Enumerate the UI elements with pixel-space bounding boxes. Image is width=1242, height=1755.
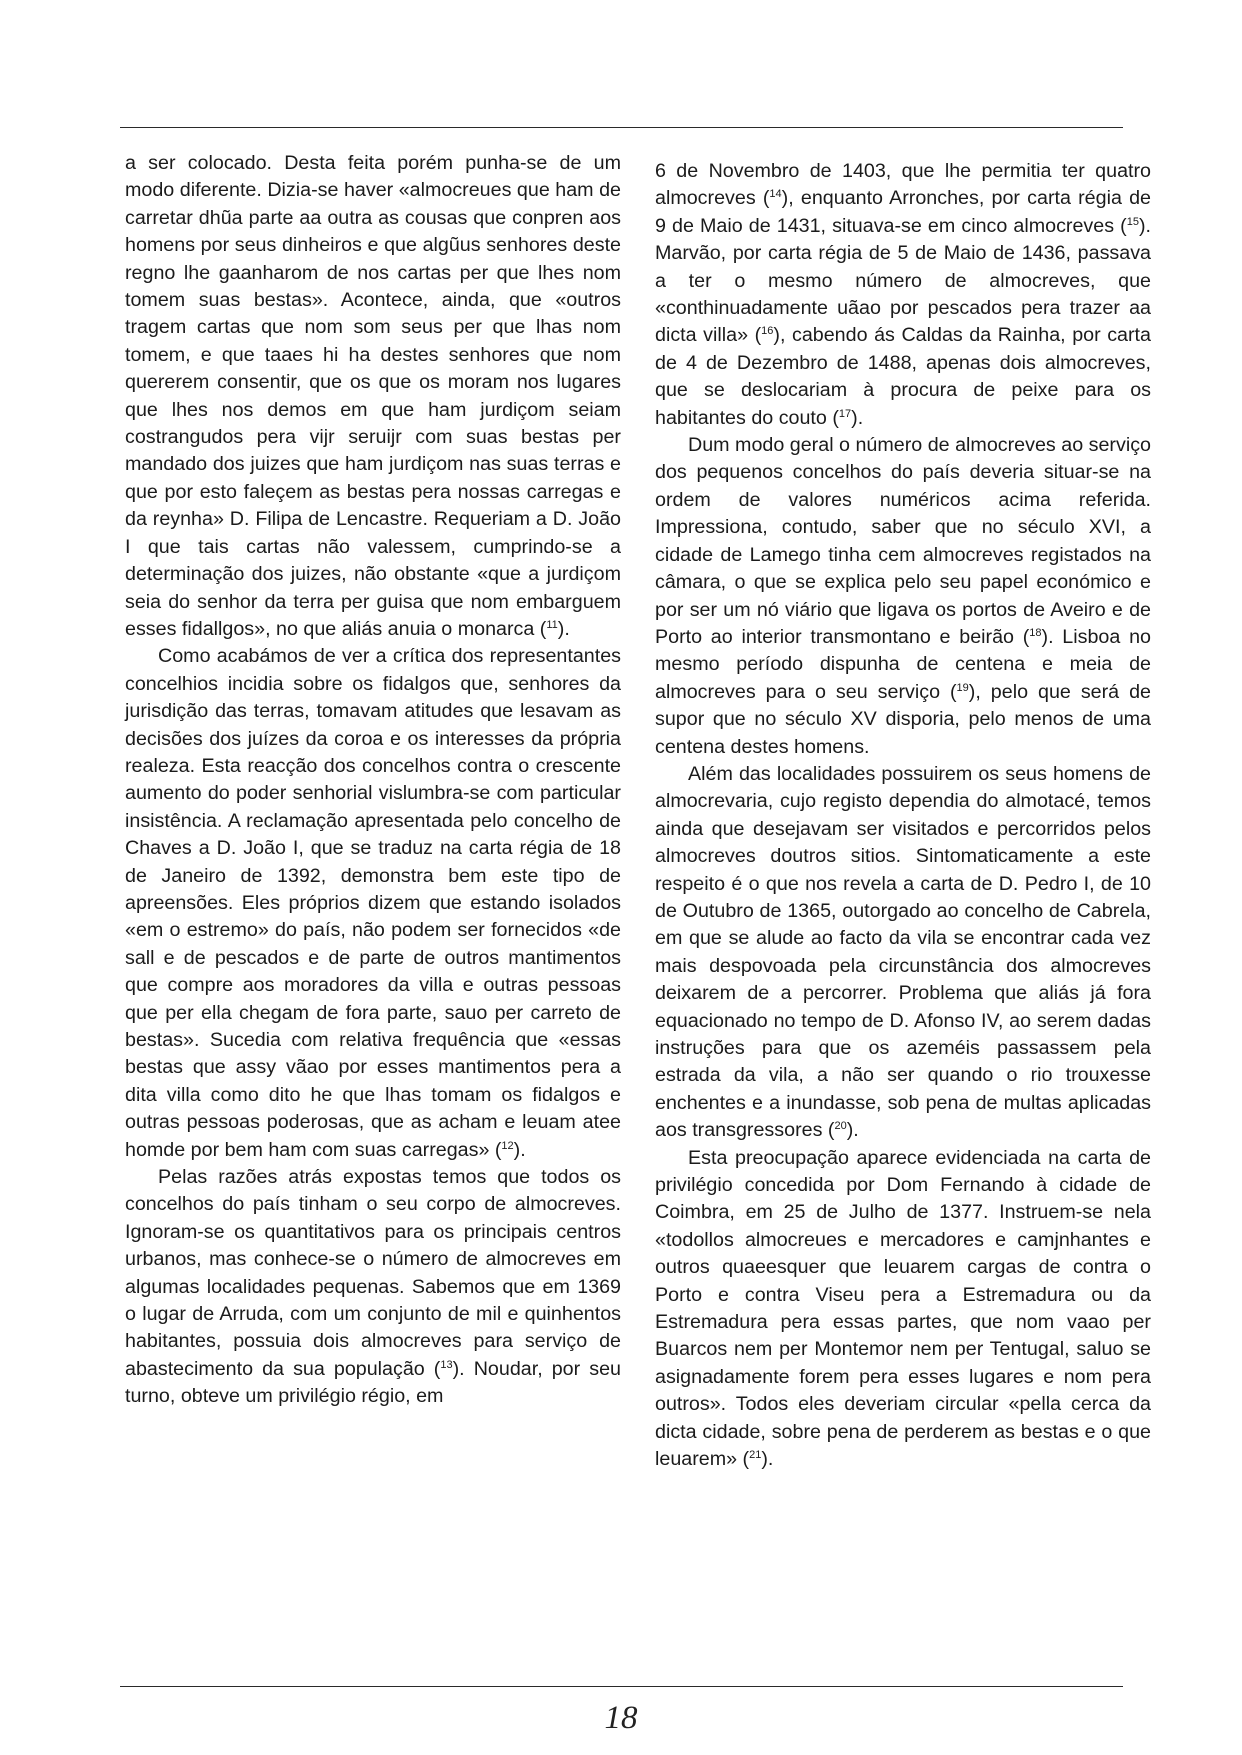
paragraph: Pelas razões atrás expostas temos que todos os concelhos do país tinham o seu corpo de almocreves. Ignoram-se os quantitativos para os principais centros urbanos, mas conhece-se o número de almocreves em algumas localidades pequenas. Sabemos que em 1369 o lugar de Arruda, com um conjunto de mil e quinhentos habitantes, possuia dois almocreves para serviço de abastecimento da sua população ($^{13}$). Noudar, por seu turno, obteve um privilégio régio, em bbox=[125, 1166, 621, 1408]
footnote-ref: 20 bbox=[834, 1120, 847, 1133]
footnote-ref: 16 bbox=[761, 325, 774, 338]
footnote-ref: 21 bbox=[749, 1449, 762, 1462]
right-column bbox=[655, 150, 1151, 1474]
paragraph: Esta preocupação aparece evidenciada na carta de privilégio concedida por Dom Fernando à cidade de Coimbra, em 25 de Julho de 1377. Instruem-se nela «todollos almocreues e mercadores e camjnhantes e outros quaeesquer que leuarem cargas de contra o Porto e contra Viseu pera a Estremadura ou da Estremadura pera essas partes, que nom vaao per Buarcos nem per Montemor nem per Tentugal, saluo se asignadamente forem pera esses lugares e nom pera outros». Todos eles deveriam circular «pella cerca da dicta cidade, sobre pena de perderem as bestas e o que leuarem» ($^{21}$). bbox=[655, 1146, 1151, 1471]
paragraph: a ser colocado. Desta feita porém punha-se de um modo diferente. Dizia-se haver «almocreues que ham de carretar dhũa parte aa outra as cousas que conpren aos homens por seus dinheiros e que algũus senhores deste regno lhe gaanharom de nos cartas per que lhes nom tomem suas bestas». Acontece, ainda, que «outros tragem cartas que nom som seus per que lhas nom tomem, e que taaes hi ha destes senhores que nom quererem consentir, que os que os moram nos lugares que lhes nos demos em que ham jurdiçom seiam costrangudos pera vijr seruijr com suas bestas per mandado dos juizes que ham jurdiçom nas suas terras e que por esto faleçem as bestas pera nossas carregas e da reynha» D. Filipa de Lencastre. Requeriam a D. João I que tais cartas não valessem, cumprindo-se a determinação dos juizes, não obstante «que a jurdiçom seia do senhor da terra per guisa que nom embarguem esses fidallgos», no que aliás anuia o monarca ($^{11}$). bbox=[125, 152, 621, 640]
footnote-ref: 19 bbox=[956, 681, 969, 694]
footnote-ref: 11 bbox=[546, 618, 558, 631]
footnote-ref: 15 bbox=[1126, 215, 1139, 228]
footnote-ref: 14 bbox=[769, 188, 782, 201]
page-number: 18 bbox=[604, 1700, 638, 1736]
paragraph: 6 de Novembro de 1403, que lhe permitia ter quatro almocreves ($^{14}$), enquanto Arronches, por carta régia de 9 de Maio de 1431, situava-se em cinco almocreves ($^{15}$). Marvão, por carta régia de 5 de Maio de 1436, passava a ter o mesmo número de almocreves, que «conthinuadamente uãao por pescados pera trazer aa dicta villa» ($^{16}$), cabendo ás Caldas da Rainha, por carta de 4 de Dezembro de 1488, apenas dois almocreves, que se deslocariam à procura de peixe para os habitantes do couto ($^{17}$). bbox=[655, 160, 1151, 429]
paragraph: Dum modo geral o número de almocreves ao serviço dos pequenos concelhos do país deveria situar-se na ordem de valores numéricos acima referida. Impressiona, contudo, saber que no século XVI, a cidade de Lamego tinha cem almocreves registados na câmara, o que se explica pelo seu papel económico e por ser um nó viário que ligava os portos de Aveiro e de Porto ao interior transmontano e beirão ($^{18}$). Lisboa no mesmo período dispunha de centena e meia de almocreves para o seu serviço ($^{19}$), pelo que será de supor que no século XV disporia, pelo menos de uma centena destes homens. bbox=[655, 434, 1151, 758]
footnote-ref: 18 bbox=[1029, 626, 1042, 639]
footnote-ref: 13 bbox=[440, 1358, 453, 1371]
footnote-ref: 12 bbox=[501, 1139, 514, 1152]
bottom-rule bbox=[120, 1686, 1123, 1687]
paragraph: Como acabámos de ver a crítica dos representantes concelhios incidia sobre os fidalgos que, senhores da jurisdição das terras, tomavam atitudes que lesavam as decisões dos juízes da coroa e os interesses da própria realeza. Esta reacção dos concelhos contra o crescente aumento do poder senhorial vislumbra-se com particular insistência. A reclamação apresentada pelo concelho de Chaves a D. João I, que se traduz na carta régia de 18 de Janeiro de 1392, demonstra bem este tipo de apreensões. Eles próprios dizem que estando isolados «em o estremo» do país, não podem ser fornecidos «de sall e de pescados e de parte de outros mantimentos que compre aos moradores da villa e outras pessoas que per ella chegam de fora parte, sauo per carreto de bestas». Sucedia com relativa frequência que «essas bestas que assy vãao por esses mantimentos pera a dita villa como dito he que lhas tomam os fidalgos e outras pessoas poderosas, que as acham e leuam atee homde por bem ham com suas carregas» ($^{12}$). bbox=[125, 645, 621, 1161]
paragraph: Além das localidades possuirem os seus homens de almocrevaria, cujo registo dependia do almotacé, temos ainda que desejavam ser visitados e percorridos pelos almocreves doutros sitios. Sintomaticamente a este respeito é o que nos revela a carta de D. Pedro I, de 10 de Outubro de 1365, outorgado ao concelho de Cabrela, em que se alude ao facto da vila se encontrar cada vez mais despovoada pela circunstância dos almocreves deixarem de a percorrer. Problema que aliás já fora equacionado no tempo de D. Afonso IV, ao serem dadas instruções para que os azeméis passassem pela estrada da vila, a não ser quando o rio trouxesse enchentes e a inundasse, sob pena de multas aplicadas aos transgressores ($^{20}$). bbox=[655, 762, 1151, 1142]
left-column bbox=[125, 150, 621, 1411]
footnote-ref: 17 bbox=[838, 407, 852, 420]
top-rule bbox=[120, 127, 1123, 128]
